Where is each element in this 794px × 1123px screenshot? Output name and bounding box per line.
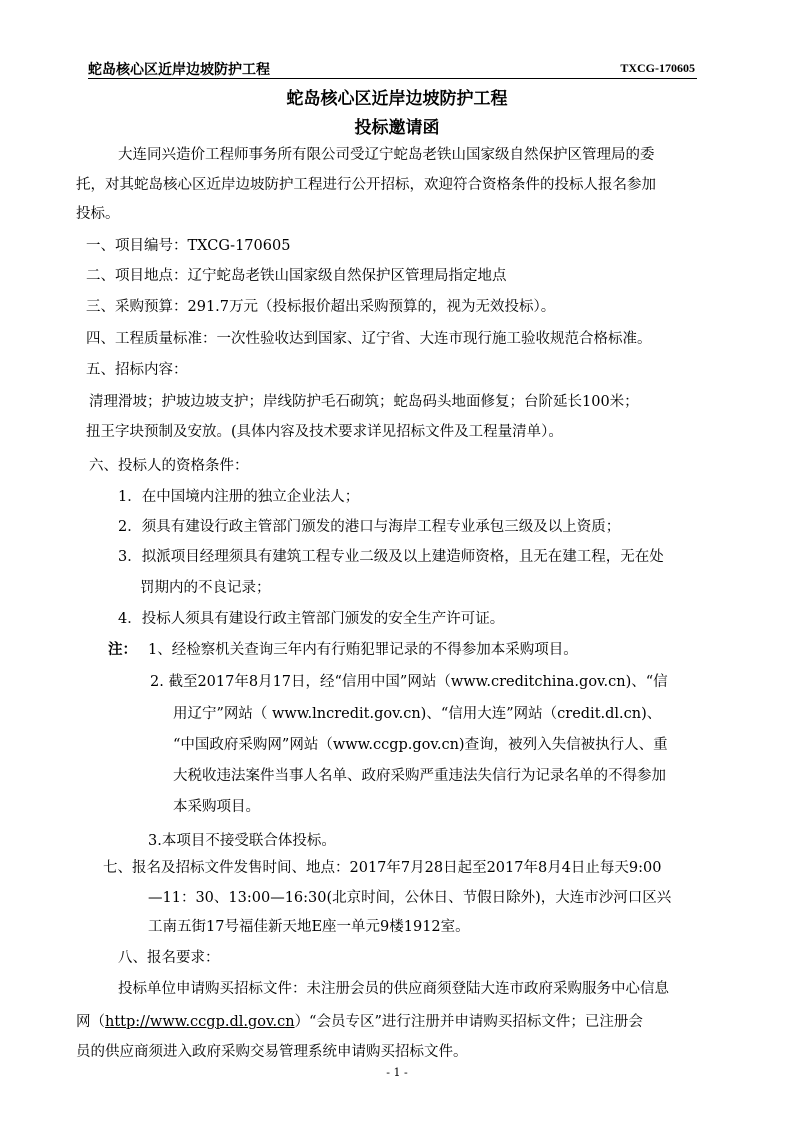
registration-line-1: 投标单位申请购买招标文件：未注册会员的供应商须登陆大连市政府采购服务中心信息 xyxy=(118,981,669,997)
note-2-line-3: “中国政府采购网”网站（www.ccgp.gov.cn)查询，被列入失信被执行人、重 xyxy=(173,737,668,753)
qualification-1: 1．在中国境内注册的独立企业法人； xyxy=(118,489,360,505)
note-3: 3.本项目不接受联合体投标。 xyxy=(148,833,336,849)
registration-line-2-pre: 网（ xyxy=(76,1014,105,1030)
item-sale-line-2: —11：30、13:00—16:30(北京时间，公休日、节假日除外)，大连市沙河口区兴 xyxy=(148,890,672,906)
header-project-name: 蛇岛核心区近岸边坡防护工程 xyxy=(88,62,270,78)
item-registration-heading: 八、报名要求： xyxy=(118,950,220,966)
header-project-code: TXCG-170605 xyxy=(620,61,695,75)
item-location: 二、项目地点：辽宁蛇岛老铁山国家级自然保护区管理局指定地点 xyxy=(86,268,507,284)
page-header xyxy=(88,57,697,79)
note-2-line-5: 本采购项目。 xyxy=(173,799,260,815)
item-project-no: 一、项目编号：TXCG-170605 xyxy=(86,238,291,254)
intro-line-1: 大连同兴造价工程师事务所有限公司受辽宁蛇岛老铁山国家级自然保护区管理局的委 xyxy=(118,147,655,163)
registration-line-3: 员的供应商须进入政府采购交易管理系统申请购买招标文件。 xyxy=(76,1044,468,1060)
item-content-line-1: 清理滑坡；护坡边坡支护；岸线防护毛石砌筑；蛇岛码头地面修复；台阶延长100米； xyxy=(89,394,639,410)
item-sale-line-3: 工南五街17号福佳新天地E座一单元9楼1912室。 xyxy=(148,919,470,935)
item-content-line-2: 扭王字块预制及安放。(具体内容及技术要求详见招标文件及工程量清单）。 xyxy=(86,424,563,440)
qualification-4: 4．投标人须具有建设行政主管部门颁发的安全生产许可证。 xyxy=(118,611,505,627)
intro-line-3: 投标。 xyxy=(76,206,120,222)
note-2-line-4: 大税收违法案件当事人名单、政府采购严重违法失信行为记录名单的不得参加 xyxy=(173,768,666,784)
note-label: 注： xyxy=(108,641,137,658)
qualification-3-line-1: 3．拟派项目经理须具有建筑工程专业二级及以上建造师资格，且无在建工程，无在处 xyxy=(118,549,664,565)
note-1: 1、经检察机关查询三年内有行贿犯罪记录的不得参加本采购项目。 xyxy=(148,642,578,658)
item-qualification-heading: 六、投标人的资格条件： xyxy=(89,458,249,474)
qualification-2: 2．须具有建设行政主管部门颁发的港口与海岸工程专业承包三级及以上资质； xyxy=(118,519,621,535)
document-subtitle: 投标邀请函 xyxy=(354,118,440,138)
qualification-3-line-2: 罚期内的不良记录； xyxy=(140,580,271,596)
registration-line-2-post: ）“会员专区”进行注册并申请购买招标文件；已注册会 xyxy=(294,1014,643,1030)
item-content-heading: 五、招标内容： xyxy=(86,362,188,378)
item-sale-line-1: 七、报名及招标文件发售时间、地点：2017年7月28日起至2017年8月4日止每天9:00 xyxy=(103,860,662,876)
page-number: - 1 - xyxy=(386,1066,408,1079)
document-title: 蛇岛核心区近岸边坡防护工程 xyxy=(286,89,508,109)
item-quality: 四、工程质量标准：一次性验收达到国家、辽宁省、大连市现行施工验收规范合格标准。 xyxy=(86,331,652,347)
registration-line-2 xyxy=(76,1010,643,1031)
note-2-line-2: 用辽宁”网站（ www.lncredit.gov.cn)、“信用大连”网站（credit.dl.cn)、 xyxy=(173,706,662,722)
note-2-line-1: 2. 截至2017年8月17日，经“信用中国”网站（www.creditchina.gov.cn)、“信 xyxy=(150,674,668,690)
item-budget: 三、采购预算：291.7万元（投标报价超出采购预算的，视为无效投标）。 xyxy=(86,299,556,315)
intro-line-2: 托，对其蛇岛核心区近岸边坡防护工程进行公开招标，欢迎符合资格条件的投标人报名参加 xyxy=(76,177,656,193)
header-rule xyxy=(88,78,697,79)
ccgp-dl-link[interactable]: http://www.ccgp.dl.gov.cn xyxy=(105,1014,295,1030)
